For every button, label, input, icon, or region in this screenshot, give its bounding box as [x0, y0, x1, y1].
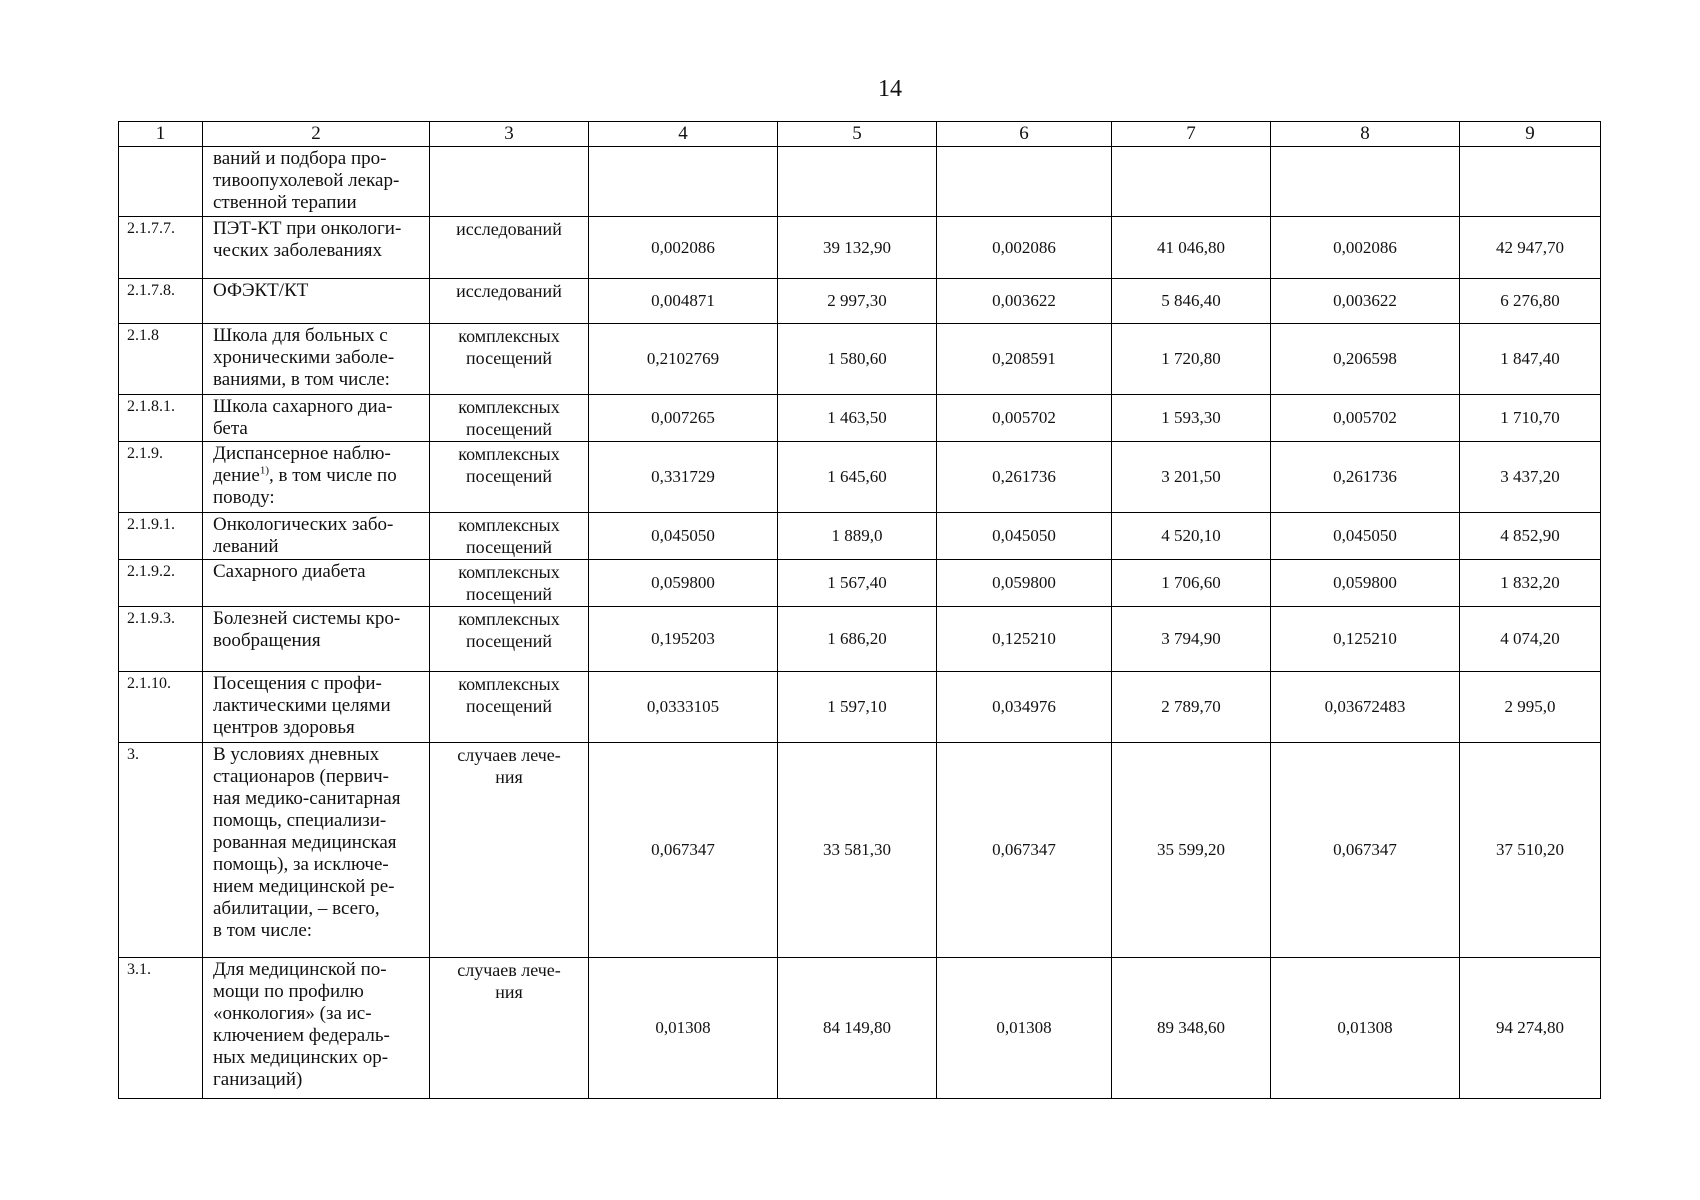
- row-name: [203, 743, 430, 958]
- value-col-7: 35 599,20: [1112, 743, 1271, 958]
- row-unit: [430, 560, 589, 607]
- row-unit-line: исследований: [456, 219, 562, 239]
- row-code: 2.1.7.8.: [119, 279, 203, 324]
- row-name-line: ная медико-санитарная: [213, 788, 401, 809]
- row-name-line: нием медицинской ре-: [213, 876, 395, 897]
- value-col-5: 33 581,30: [778, 743, 937, 958]
- value-col-9: 6 276,80: [1460, 279, 1601, 324]
- row-name-line: в том числе:: [213, 920, 313, 941]
- table-row: [119, 743, 1601, 958]
- table-row: [119, 560, 1601, 607]
- value-col-7: 3 794,90: [1112, 607, 1271, 672]
- row-name-line: Диспансерное наблю-: [213, 443, 391, 464]
- row-unit-line: случаев лече-: [457, 960, 561, 980]
- row-name: [203, 395, 430, 442]
- row-name-line: леваний: [213, 536, 279, 557]
- row-name: [203, 607, 430, 672]
- column-header-4: 4: [589, 122, 778, 147]
- row-unit-line: комплексных: [458, 515, 560, 535]
- table-row: [119, 672, 1601, 743]
- row-unit-line: комплексных: [458, 674, 560, 694]
- row-name-line: стационаров (первич-: [213, 766, 390, 787]
- data-table: [118, 121, 1601, 1099]
- value-col-8: 0,261736: [1271, 442, 1460, 513]
- value-col-6: 0,208591: [937, 324, 1112, 395]
- value-col-9: 3 437,20: [1460, 442, 1601, 513]
- row-name-line: ганизаций): [213, 1069, 303, 1090]
- row-name-line: Онкологических забо-: [213, 514, 394, 535]
- row-unit-line: ния: [495, 767, 523, 787]
- value-col-9: 4 852,90: [1460, 513, 1601, 560]
- row-unit: [430, 442, 589, 513]
- row-unit: [430, 672, 589, 743]
- row-name-line: ваний и подбора про-: [213, 148, 387, 169]
- value-col-8: 0,03672483: [1271, 672, 1460, 743]
- row-unit-line: посещений: [465, 537, 553, 557]
- value-col-8: 0,059800: [1271, 560, 1460, 607]
- value-col-8: 0,125210: [1271, 607, 1460, 672]
- row-name-line: бета: [213, 418, 248, 439]
- value-col-9: 94 274,80: [1460, 958, 1601, 1099]
- value-col-4: 0,002086: [589, 217, 778, 279]
- header-row: [119, 122, 1601, 147]
- row-name: [203, 324, 430, 395]
- value-col-8: 0,005702: [1271, 395, 1460, 442]
- value-col-6: 0,067347: [937, 743, 1112, 958]
- row-unit: [430, 395, 589, 442]
- table-row: [119, 324, 1601, 395]
- row-name-line: ваниями, в том числе:: [213, 369, 390, 390]
- value-col-8: 0,003622: [1271, 279, 1460, 324]
- table-row: [119, 217, 1601, 279]
- value-col-9: 2 995,0: [1460, 672, 1601, 743]
- row-unit: [430, 513, 589, 560]
- row-name-line: «онкология» (за ис-: [213, 1003, 372, 1024]
- row-unit-line: посещений: [465, 466, 553, 486]
- row-unit: [430, 147, 589, 217]
- row-code: 2.1.9.2.: [119, 560, 203, 607]
- row-name: [203, 560, 430, 607]
- value-col-6: 0,261736: [937, 442, 1112, 513]
- row-name-line: помощь), за исключе-: [213, 854, 389, 875]
- row-name-line: рованная медицинская: [213, 832, 397, 853]
- row-unit-line: посещений: [465, 348, 553, 368]
- row-unit-line: случаев лече-: [457, 745, 561, 765]
- value-col-8: 0,045050: [1271, 513, 1460, 560]
- row-code: 2.1.7.7.: [119, 217, 203, 279]
- row-code: 2.1.8: [119, 324, 203, 395]
- value-col-6: 0,005702: [937, 395, 1112, 442]
- row-unit-line: комплексных: [458, 397, 560, 417]
- row-name-line: ческих заболеваниях: [213, 240, 383, 261]
- column-header-3: 3: [430, 122, 589, 147]
- value-col-7: 1 593,30: [1112, 395, 1271, 442]
- value-col-5: 1 645,60: [778, 442, 937, 513]
- value-col-7: [1112, 147, 1271, 217]
- value-col-8: 0,067347: [1271, 743, 1460, 958]
- value-col-6: 0,003622: [937, 279, 1112, 324]
- value-col-7: 5 846,40: [1112, 279, 1271, 324]
- row-name-line: Болезней системы кро-: [213, 608, 401, 629]
- value-col-9: 1 832,20: [1460, 560, 1601, 607]
- page-number: 14: [878, 76, 902, 102]
- row-name-line: Посещения с профи-: [213, 673, 382, 694]
- value-col-6: 0,059800: [937, 560, 1112, 607]
- value-col-6: 0,034976: [937, 672, 1112, 743]
- row-name: [203, 217, 430, 279]
- row-code: 2.1.10.: [119, 672, 203, 743]
- value-col-5: 2 997,30: [778, 279, 937, 324]
- table-row: [119, 279, 1601, 324]
- row-code: 3.: [119, 743, 203, 958]
- value-col-4: 0,0333105: [589, 672, 778, 743]
- row-code: 2.1.9.: [119, 442, 203, 513]
- row-name-line: мощи по профилю: [213, 981, 364, 1002]
- table-row: [119, 513, 1601, 560]
- value-col-7: 3 201,50: [1112, 442, 1271, 513]
- value-col-5: 1 597,10: [778, 672, 937, 743]
- value-col-7: 2 789,70: [1112, 672, 1271, 743]
- value-col-9: 4 074,20: [1460, 607, 1601, 672]
- row-name: [203, 672, 430, 743]
- value-col-5: 1 889,0: [778, 513, 937, 560]
- row-name-line: дение$^{1)}$, в том числе по: [213, 464, 397, 486]
- value-col-6: 0,125210: [937, 607, 1112, 672]
- value-col-7: 41 046,80: [1112, 217, 1271, 279]
- row-unit-line: посещений: [465, 696, 553, 716]
- value-col-9: 1 847,40: [1460, 324, 1601, 395]
- value-col-5: 1 686,20: [778, 607, 937, 672]
- column-header-1: 1: [119, 122, 203, 147]
- row-unit-line: посещений: [465, 631, 553, 651]
- column-header-6: 6: [937, 122, 1112, 147]
- row-name-line: Сахарного диабета: [213, 561, 366, 582]
- row-code: 2.1.9.1.: [119, 513, 203, 560]
- row-unit-line: посещений: [465, 419, 553, 439]
- row-code: 3.1.: [119, 958, 203, 1099]
- row-name-line: ПЭТ-КТ при онкологи-: [213, 218, 402, 239]
- row-name-line: лактическими целями: [213, 695, 391, 716]
- value-col-6: 0,01308: [937, 958, 1112, 1099]
- value-col-5: 1 580,60: [778, 324, 937, 395]
- row-name-line: хроническими заболе-: [213, 347, 395, 368]
- value-col-6: 0,045050: [937, 513, 1112, 560]
- row-name: [203, 958, 430, 1099]
- value-col-4: 0,045050: [589, 513, 778, 560]
- value-col-4: 0,331729: [589, 442, 778, 513]
- value-col-6: [937, 147, 1112, 217]
- table-row: [119, 958, 1601, 1099]
- row-name-line: центров здоровья: [213, 717, 355, 738]
- row-name-line: ных медицинских ор-: [213, 1047, 389, 1068]
- column-header-2: 2: [203, 122, 430, 147]
- value-col-8: [1271, 147, 1460, 217]
- value-col-4: 0,067347: [589, 743, 778, 958]
- row-name: [203, 279, 430, 324]
- value-col-8: 0,206598: [1271, 324, 1460, 395]
- row-unit: [430, 958, 589, 1099]
- row-name: [203, 147, 430, 217]
- row-unit-line: комплексных: [458, 444, 560, 464]
- row-name-line: ключением федераль-: [213, 1025, 390, 1046]
- value-col-9: 1 710,70: [1460, 395, 1601, 442]
- column-header-8: 8: [1271, 122, 1460, 147]
- row-unit: [430, 607, 589, 672]
- value-col-4: 0,004871: [589, 279, 778, 324]
- row-code: 2.1.9.3.: [119, 607, 203, 672]
- row-name: [203, 442, 430, 513]
- value-col-4: 0,059800: [589, 560, 778, 607]
- value-col-7: 89 348,60: [1112, 958, 1271, 1099]
- row-unit: [430, 279, 589, 324]
- column-header-5: 5: [778, 122, 937, 147]
- table-row: [119, 442, 1601, 513]
- table-row: [119, 147, 1601, 217]
- row-unit-line: посещений: [465, 584, 553, 604]
- row-unit: [430, 743, 589, 958]
- row-unit-line: ния: [495, 982, 523, 1002]
- row-name-line: вообращения: [213, 630, 321, 651]
- row-name-line: Для медицинской по-: [213, 959, 387, 980]
- table-row: [119, 395, 1601, 442]
- value-col-7: 1 720,80: [1112, 324, 1271, 395]
- column-header-9: 9: [1460, 122, 1601, 147]
- row-code: [119, 147, 203, 217]
- value-col-9: 42 947,70: [1460, 217, 1601, 279]
- row-name-line: тивоопухолевой лекар-: [213, 170, 400, 191]
- row-name-line: Школа сахарного диа-: [213, 396, 393, 417]
- value-col-4: 0,007265: [589, 395, 778, 442]
- row-unit-line: исследований: [456, 281, 562, 301]
- value-col-4: 0,2102769: [589, 324, 778, 395]
- row-unit-line: комплексных: [458, 562, 560, 582]
- value-col-4: [589, 147, 778, 217]
- row-unit: [430, 217, 589, 279]
- value-col-9: 37 510,20: [1460, 743, 1601, 958]
- row-code: 2.1.8.1.: [119, 395, 203, 442]
- value-col-7: 1 706,60: [1112, 560, 1271, 607]
- value-col-7: 4 520,10: [1112, 513, 1271, 560]
- row-name-line: В условиях дневных: [213, 744, 380, 765]
- table-row: [119, 607, 1601, 672]
- column-header-7: 7: [1112, 122, 1271, 147]
- row-name-line: помощь, специализи-: [213, 810, 387, 831]
- value-col-6: 0,002086: [937, 217, 1112, 279]
- value-col-5: [778, 147, 937, 217]
- row-unit-line: комплексных: [458, 609, 560, 629]
- value-col-5: 84 149,80: [778, 958, 937, 1099]
- value-col-4: 0,01308: [589, 958, 778, 1099]
- row-name-line: ОФЭКТ/КТ: [213, 280, 309, 301]
- row-unit-line: комплексных: [458, 326, 560, 346]
- value-col-5: 1 567,40: [778, 560, 937, 607]
- row-unit: [430, 324, 589, 395]
- value-col-5: 1 463,50: [778, 395, 937, 442]
- value-col-5: 39 132,90: [778, 217, 937, 279]
- row-name-line: абилитации, – всего,: [213, 898, 380, 919]
- value-col-4: 0,195203: [589, 607, 778, 672]
- value-col-8: 0,002086: [1271, 217, 1460, 279]
- row-name-line: ственной терапии: [213, 192, 357, 213]
- row-name-line: поводу:: [213, 487, 275, 508]
- row-name-line: Школа для больных с: [213, 325, 388, 346]
- value-col-9: [1460, 147, 1601, 217]
- value-col-8: 0,01308: [1271, 958, 1460, 1099]
- footnote-marker: 1): [259, 464, 270, 477]
- row-name: [203, 513, 430, 560]
